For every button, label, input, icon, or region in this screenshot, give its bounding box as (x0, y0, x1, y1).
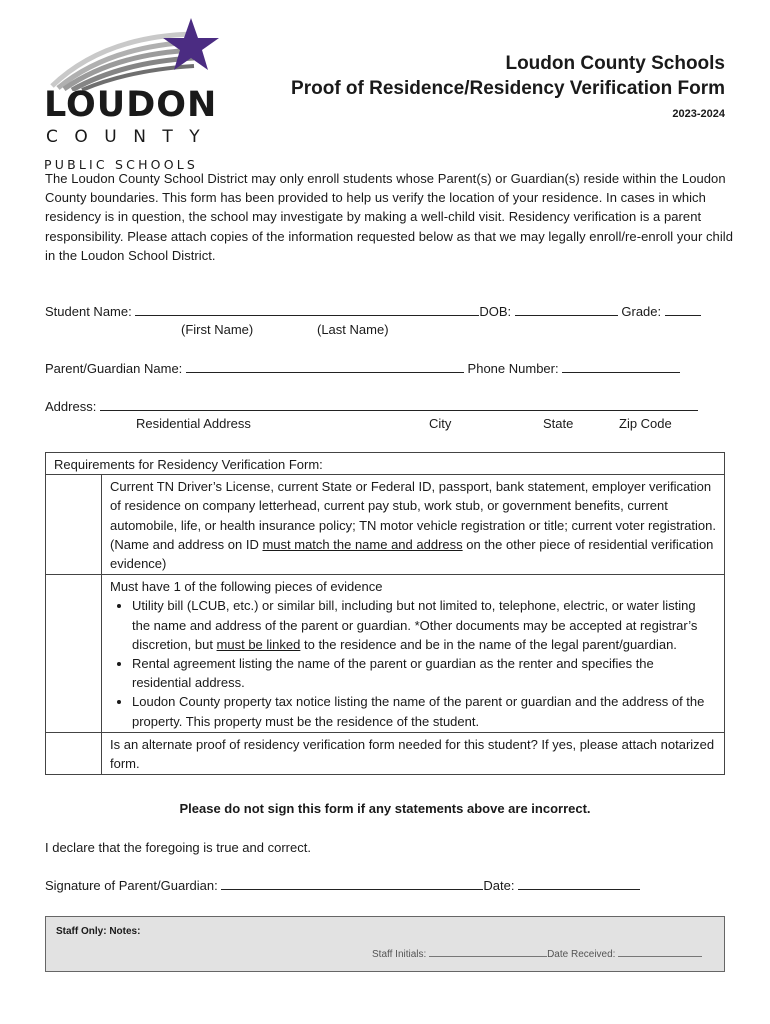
requirements-table (45, 452, 725, 775)
dob-field[interactable] (515, 303, 618, 316)
table-row (46, 732, 725, 774)
staff-notes-label: Staff Only: Notes: (56, 926, 141, 937)
bullet-1-end: to the residence and be in the name of the legal parent/guardian. (300, 636, 677, 652)
table-row (46, 575, 725, 733)
logo-text-public-schools: PUBLIC SCHOOLS (44, 157, 199, 172)
list-item: • Rental agreement listing the name of the parent or guardian as the renter and specifies the residential address. (132, 654, 716, 692)
student-name-label: Student Name: (45, 304, 132, 319)
phone-field[interactable] (562, 360, 680, 373)
first-name-label: (First Name) (181, 322, 254, 337)
staff-initials-row (372, 946, 702, 960)
form-subtitle: Proof of Residence/Residency Verification Form (291, 78, 725, 99)
signature-field[interactable] (221, 877, 483, 890)
parent-row (45, 360, 680, 376)
requirement-2-checkbox[interactable] (46, 575, 102, 733)
address-label: Address: (45, 399, 97, 414)
intro-paragraph: The Loudon County School District may only enroll students whose Parent(s) or Guardian(s) reside within the Loudon County boundaries. This form has been provided to help us verify the location of your residence. In cases in which residency is in question, the school may investigate by making a well-child visit. Residency verification is a parent responsibility. Please attach copies of the information requested below as that we may legally enroll/re-enroll your child in the Loudon School District. (45, 171, 733, 263)
staff-initials-field[interactable] (429, 946, 547, 957)
requirement-1-body: Current TN Driver’s License, current State or Federal ID, passport, bank statement, employer verification of residence on company letterhead, current pay stub, work stub, or government benefits, current automobile, life, or health insurance policy; TN motor vehicle registration or title; current voter registration. (Name and address on ID (110, 479, 716, 552)
form-title: Loudon County Schools (505, 53, 725, 74)
last-name-label: (Last Name) (317, 322, 389, 337)
zip-code-label: Zip Code (619, 416, 672, 431)
signature-date-field[interactable] (518, 877, 640, 890)
parent-guardian-field[interactable] (186, 360, 464, 373)
grade-field[interactable] (665, 303, 701, 316)
staff-initials-label: Staff Initials: (372, 949, 427, 960)
state-label: State (543, 416, 574, 431)
requirements-heading: Requirements for Residency Verification Form: (46, 453, 725, 475)
requirement-1-text (102, 475, 725, 575)
signature-row (45, 877, 640, 893)
signature-label: Signature of Parent/Guardian: (45, 878, 218, 893)
sign-warning: Please do not sign this form if any statements above are incorrect. (179, 801, 591, 816)
phone-label: Phone Number: (467, 361, 559, 376)
requirement-1-end: on the other piece of residential verification evidence) (110, 536, 714, 572)
date-received-label: Date Received: (547, 949, 616, 960)
grade-label: Grade: (621, 304, 662, 319)
requirement-3-checkbox[interactable] (46, 732, 102, 774)
student-name-field[interactable] (135, 303, 479, 316)
evidence-list (110, 596, 716, 730)
logo-text-loudon: LOUDON (44, 85, 218, 125)
requirement-1-underlined: must match the name and address (262, 536, 463, 552)
address-row (45, 398, 698, 414)
requirement-2-text (102, 575, 725, 733)
loudon-county-logo (44, 16, 224, 172)
bullet-1-underlined: must be linked (216, 636, 301, 652)
list-item (132, 596, 716, 654)
staff-only-box (45, 916, 725, 972)
city-label: City (429, 416, 452, 431)
declaration-text: I declare that the foregoing is true and correct. (45, 840, 311, 855)
requirement-1-checkbox[interactable] (46, 475, 102, 575)
school-year: 2023-2024 (672, 108, 725, 120)
signature-date-label: Date: (483, 878, 515, 893)
requirement-3-text: Is an alternate proof of residency verification form needed for this student? If yes, please attach notarized form. (102, 732, 725, 774)
bullet-1-body: Utility bill (LCUB, etc.) or similar bill, including but not limited to, telephone, electric, or water listing the name and address of the parent or guardian. *Other documents may be accepted at registrar’s discretion, but (132, 598, 698, 652)
address-field[interactable] (100, 398, 698, 411)
requirement-2-intro: Must have 1 of the following pieces of evidence (110, 579, 383, 595)
parent-guardian-label: Parent/Guardian Name: (45, 361, 183, 376)
list-item: • Loudon County property tax notice listing the name of the parent or guardian and the address of the property. This property must be the residence of the student. (132, 692, 716, 730)
form-header (291, 52, 725, 120)
dob-label: DOB: (479, 304, 512, 319)
student-name-row (45, 303, 701, 319)
table-row (46, 475, 725, 575)
logo-star-swoosh-icon (44, 16, 224, 91)
residential-address-label: Residential Address (136, 416, 251, 431)
logo-text-county: COUNTY (46, 127, 217, 147)
date-received-field[interactable] (618, 946, 702, 957)
